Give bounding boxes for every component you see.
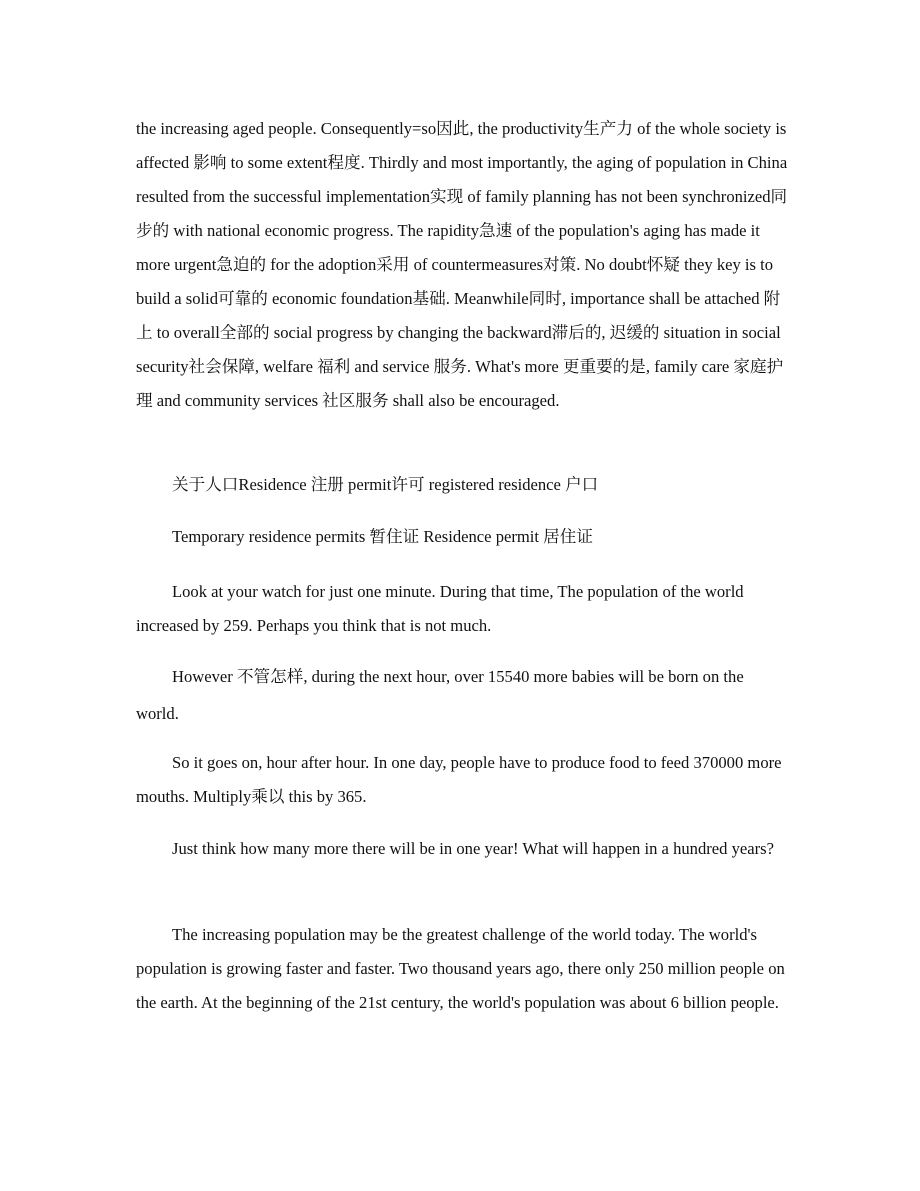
- paragraph-permit-vocabulary: Temporary residence permits 暂住证 Residence permit 居住证: [172, 527, 593, 546]
- paragraph-residence-vocabulary: 关于人口Residence 注册 permit许可 registered residence 户口: [172, 475, 599, 494]
- paragraph-one-day: So it goes on, hour after hour. In one day, people have to produce food to feed 370000 more mouths. Multiply乘以 this by 365.: [136, 753, 782, 806]
- paragraph-aging-population: the increasing aged people. Consequently=so因此, the productivity生产力 of the whole society is affected 影响 to some extent程度. Thirdly and most importantly, the aging of population in China resulted from the successful implementation实现 of family planning has not been synchronized同步的 with national economic progress. The rapidity急速 of the population's aging has made it more urgent急迫的 for the adoption采用 of countermeasures对策. No doubt怀疑 they key is to build a solid可靠的 economic foundation基础. Meanwhile同时, importance shall be attached 附上 to overall全部的 social progress by changing the backward滞后的, 迟缓的 situation in social security社会保障, welfare 福利 and service 服务. What's more 更重要的是, family care 家庭护理 and community services 社区服务 shall also be encouraged.: [136, 119, 788, 410]
- paragraph-one-minute: Look at your watch for just one minute. During that time, The population of the world increased by 259. Perhaps you think that is not much.: [136, 582, 744, 635]
- paragraph-one-year: Just think how many more there will be in one year! What will happen in a hundred years?: [172, 839, 774, 858]
- paragraph-next-hour: However 不管怎样, during the next hour, over 15540 more babies will be born on the world.: [136, 667, 744, 723]
- paragraph-population-challenge: The increasing population may be the greatest challenge of the world today. The world's population is growing faster and faster. Two thousand years ago, there only 250 million people on the earth. At the beginning of the 21st century, the world's population was about 6 billion people.: [136, 925, 785, 1012]
